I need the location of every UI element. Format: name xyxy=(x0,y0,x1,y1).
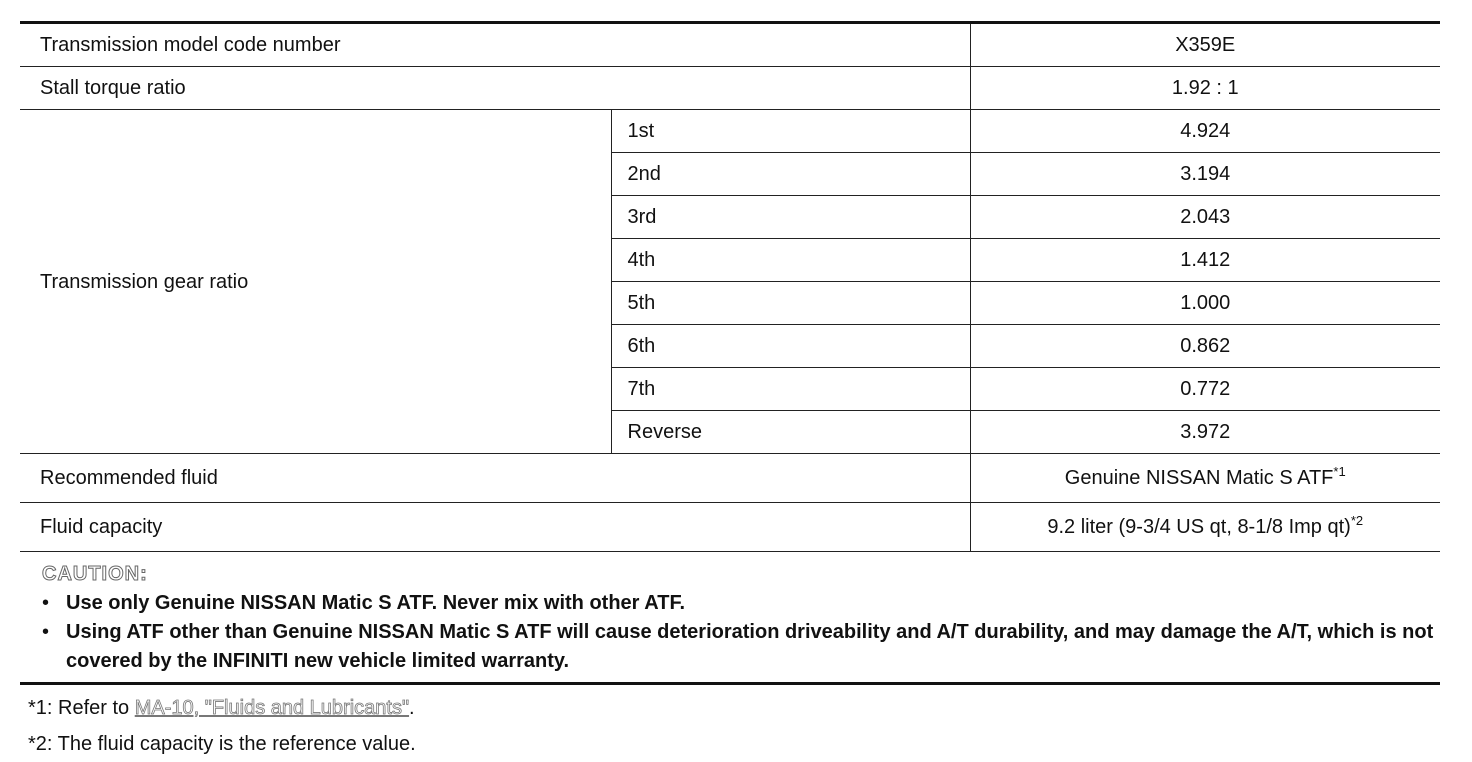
caution-item-text: Use only Genuine NISSAN Matic S ATF. Never mix with other ATF. xyxy=(66,592,685,614)
table-row xyxy=(20,67,1440,110)
model-value: X359E xyxy=(970,24,1440,67)
notes-rule xyxy=(20,682,1440,685)
caution-item-text: Using ATF other than Genuine NISSAN Matic S ATF will cause deterioration driveability and A/T durability, and may damage the A/T, which is not covered by the INFINITI new vehicle limited warranty. xyxy=(66,621,1434,672)
gear-name: 5th xyxy=(611,282,970,325)
stall-value: 1.92 : 1 xyxy=(970,67,1440,110)
gear-name: 3rd xyxy=(611,196,970,239)
caution-title: CAUTION: xyxy=(42,563,148,585)
fluid-value-cell xyxy=(970,454,1440,503)
model-label: Transmission model code number xyxy=(20,24,970,67)
capacity-footnote-mark: *2 xyxy=(1350,513,1364,528)
caution-list xyxy=(20,589,1440,676)
footnote-2: *2: The fluid capacity is the reference value. xyxy=(28,733,416,755)
gear-value: 4.924 xyxy=(970,110,1440,153)
spec-table xyxy=(20,24,1440,552)
gear-value: 3.972 xyxy=(970,411,1440,454)
gear-name: 4th xyxy=(611,239,970,282)
stall-label: Stall torque ratio xyxy=(20,67,970,110)
footnote-1-prefix: *1: Refer to xyxy=(28,697,135,719)
table-row xyxy=(20,110,1440,153)
fluid-value: Genuine NISSAN Matic S ATF xyxy=(1064,467,1334,489)
gear-value: 2.043 xyxy=(970,196,1440,239)
table-row xyxy=(20,24,1440,67)
caution-item xyxy=(20,589,1440,618)
footnote-1-suffix: . xyxy=(409,697,415,719)
gear-value: 0.862 xyxy=(970,325,1440,368)
fluids-lubricants-link[interactable]: MA-10, "Fluids and Lubricants" xyxy=(134,697,410,719)
capacity-value-cell xyxy=(970,503,1440,552)
bullet-icon: • xyxy=(42,592,50,614)
gear-value: 1.412 xyxy=(970,239,1440,282)
footnote-1 xyxy=(28,690,1428,726)
gear-name: 7th xyxy=(611,368,970,411)
gear-name: 2nd xyxy=(611,153,970,196)
fluid-footnote-mark: *1 xyxy=(1333,464,1346,479)
caution-item xyxy=(20,618,1440,676)
capacity-value: 9.2 liter (9-3/4 US qt, 8-1/8 Imp qt) xyxy=(1047,516,1351,538)
gear-value: 0.772 xyxy=(970,368,1440,411)
gear-ratio-label: Transmission gear ratio xyxy=(20,110,611,454)
table-row xyxy=(20,503,1440,552)
gear-value: 3.194 xyxy=(970,153,1440,196)
caution-block xyxy=(20,561,1440,676)
table-row xyxy=(20,454,1440,503)
gear-name: Reverse xyxy=(611,411,970,454)
gear-value: 1.000 xyxy=(970,282,1440,325)
bullet-icon: • xyxy=(42,621,50,643)
gear-name: 1st xyxy=(611,110,970,153)
gear-name: 6th xyxy=(611,325,970,368)
footnotes xyxy=(28,690,1428,762)
fluid-label: Recommended fluid xyxy=(20,454,970,503)
capacity-label: Fluid capacity xyxy=(20,503,970,552)
